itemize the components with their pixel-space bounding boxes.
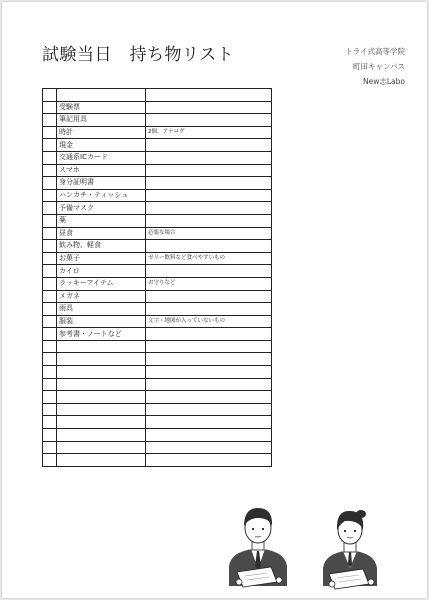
checklist-row [43,290,272,303]
item-cell: 雨具 [57,303,146,316]
note-cell [146,429,272,442]
checkbox-cell[interactable] [43,340,57,353]
checklist-row [43,416,272,429]
item-cell: お菓子 [57,252,146,265]
checklist-row [43,454,272,467]
checklist-row [43,391,272,404]
item-cell [57,454,146,467]
checkbox-cell[interactable] [43,391,57,404]
school-name: トライ式高等学院 [345,47,405,56]
checklist-row [43,429,272,442]
checkbox-cell[interactable] [43,454,57,467]
note-cell [146,202,272,215]
checkbox-cell[interactable] [43,378,57,391]
note-cell: 2個、アナログ [146,126,272,139]
note-cell [146,454,272,467]
checklist-table [42,88,272,467]
checkbox-cell[interactable] [43,416,57,429]
item-cell: 参考書・ノートなど [57,328,146,341]
note-cell: お守りなど [146,277,272,290]
item-cell [57,353,146,366]
item-cell: 時計 [57,126,146,139]
checklist-row [43,441,272,454]
item-cell [57,340,146,353]
note-cell [146,214,272,227]
checkbox-cell[interactable] [43,240,57,253]
checkbox-cell[interactable] [43,328,57,341]
checklist-row [43,303,272,316]
note-cell [146,114,272,127]
school-info [345,44,405,89]
checklist-row [43,202,272,215]
note-cell [146,101,272,114]
checklist-row [43,214,272,227]
item-cell: 筆記用具 [57,114,146,127]
checklist-row [43,139,272,152]
note-cell [146,240,272,253]
checkbox-cell[interactable] [43,403,57,416]
document-title: 試験当日 持ち物リスト [42,45,235,65]
note-cell [146,416,272,429]
item-cell: 飲み物、軽食 [57,240,146,253]
note-cell [146,328,272,341]
checkbox-cell[interactable] [43,214,57,227]
item-cell: メガネ [57,290,146,303]
program-name: New志Labo [363,77,405,86]
checkbox-cell[interactable] [43,89,57,102]
note-cell [146,177,272,190]
note-cell [146,164,272,177]
checklist-row [43,89,272,102]
item-cell: 予備マスク [57,202,146,215]
note-cell: ゼリー飲料など食べやすいもの [146,252,272,265]
checklist-row [43,315,272,328]
checkbox-cell[interactable] [43,151,57,164]
item-cell: ハンカチ・ティッシュ [57,189,146,202]
item-cell: 服装 [57,315,146,328]
student-girl-icon [323,510,377,589]
checklist-row [43,177,272,190]
note-cell [146,340,272,353]
note-cell: 必要な場合 [146,227,272,240]
checklist-row [43,189,272,202]
item-cell [57,366,146,379]
checklist-row [43,378,272,391]
checkbox-cell[interactable] [43,429,57,442]
checklist-row [43,265,272,278]
item-cell [57,429,146,442]
item-cell [57,416,146,429]
checklist-row [43,353,272,366]
checkbox-cell[interactable] [43,315,57,328]
item-cell: 現金 [57,139,146,152]
checklist-row [43,114,272,127]
checklist-row [43,227,272,240]
item-cell: スマホ [57,164,146,177]
item-cell: ラッキーアイテム [57,277,146,290]
checklist-row [43,340,272,353]
item-cell [57,441,146,454]
checkbox-cell[interactable] [43,139,57,152]
note-cell [146,366,272,379]
checkbox-cell[interactable] [43,441,57,454]
note-cell [146,290,272,303]
note-cell [146,441,272,454]
checkbox-cell[interactable] [43,202,57,215]
checkbox-cell[interactable] [43,101,57,114]
note-cell [146,189,272,202]
checklist-row [43,101,272,114]
item-cell: 交通系ICカード [57,151,146,164]
students-illustration [217,494,417,594]
item-cell [57,378,146,391]
note-cell [146,303,272,316]
item-cell: 身分証明書 [57,177,146,190]
checklist-row [43,164,272,177]
note-cell [146,151,272,164]
note-cell [146,89,272,102]
checkbox-cell[interactable] [43,265,57,278]
checkbox-cell[interactable] [43,277,57,290]
note-cell [146,353,272,366]
note-cell [146,378,272,391]
checkbox-cell[interactable] [43,366,57,379]
checkbox-cell[interactable] [43,303,57,316]
checkbox-cell[interactable] [43,177,57,190]
checklist-row [43,240,272,253]
checkbox-cell[interactable] [43,164,57,177]
student-boy-icon [229,508,287,587]
item-cell: 薬 [57,214,146,227]
note-cell [146,391,272,404]
item-cell [57,391,146,404]
item-cell: 昼食 [57,227,146,240]
checklist-row [43,403,272,416]
note-cell [146,403,272,416]
note-cell [146,139,272,152]
checklist-row [43,252,272,265]
checkbox-cell[interactable] [43,252,57,265]
checkbox-cell[interactable] [43,126,57,139]
item-cell [57,403,146,416]
checkbox-cell[interactable] [43,227,57,240]
checkbox-cell[interactable] [43,290,57,303]
checkbox-cell[interactable] [43,353,57,366]
checklist-row [43,277,272,290]
item-cell: 受験票 [57,101,146,114]
item-cell: カイロ [57,265,146,278]
checklist-row [43,366,272,379]
checklist-row [43,126,272,139]
item-cell [57,89,146,102]
document-page [2,2,427,598]
checklist-row [43,151,272,164]
checkbox-cell[interactable] [43,189,57,202]
note-cell: 文字・地図が入っていないもの [146,315,272,328]
checklist-row [43,328,272,341]
campus-name: 町田キャンパス [353,62,405,71]
checkbox-cell[interactable] [43,114,57,127]
note-cell [146,265,272,278]
